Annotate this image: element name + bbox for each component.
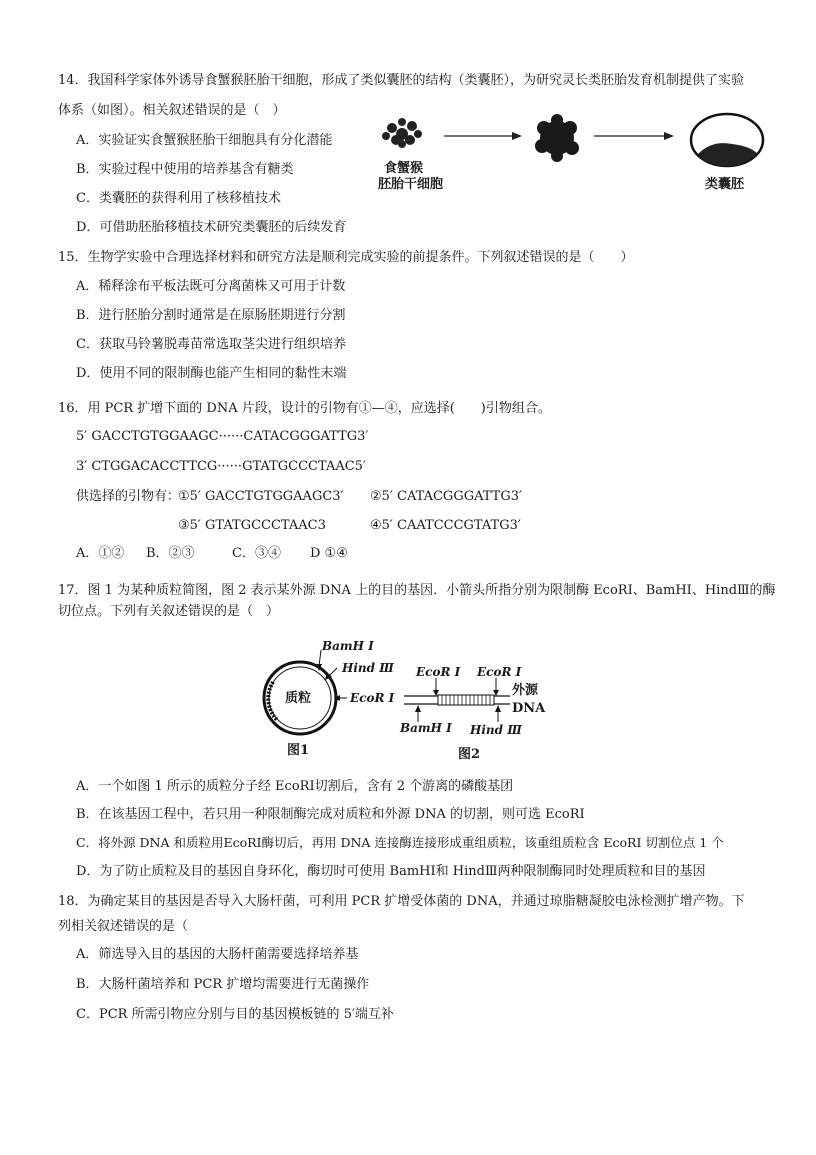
q18-option-b: B．大肠杆菌培养和 PCR 扩增均需要进行无菌操作 (76, 977, 370, 992)
fig1-label-bamhi: BamH Ⅰ (322, 639, 374, 653)
fig2-label-ecori-left: EcoR Ⅰ (416, 665, 461, 679)
q17-stem-line1: 17．图 1 为某种质粒简图，图 2 表示某外源 DNA 上的目的基因．小箭头所指分别为限制酶 EcoRI、BamHI、HindⅢ的酶 (58, 583, 776, 598)
fig2-label-bamhi: BamH Ⅰ (400, 721, 452, 735)
q16-primers-label: 供选择的引物有： (76, 489, 181, 504)
fig2-label-hindiii: Hind Ⅲ (470, 723, 522, 737)
fig2-label-foreign: 外源 (512, 683, 539, 698)
q16-sequence-top: 5′ GACCTGTGGAAGC······CATACGGGATTG3′ (76, 429, 369, 444)
q17-option-c: C．将外源 DNA 和质粒用EcoRI酶切后，再用 DNA 连接酶连接形成重组质粒，该重组质粒含 EcoRI 切割位点 1 个 (76, 835, 724, 850)
fig2-label-ecori-right: EcoR Ⅰ (477, 665, 522, 679)
q17-option-b: B．在该基因工程中，若只用一种限制酶完成对质粒和外源 DNA 的切割，则可选 EcoRI (76, 807, 585, 822)
q14-option-a: A．实验证实食蟹猴胚胎干细胞具有分化潜能 (76, 133, 333, 148)
q16-primer-4: ④5′ CAATCCCGTATG3′ (370, 518, 521, 533)
q18-option-a: A．筛选导入目的基因的大肠杆菌需要选择培养基 (76, 947, 359, 962)
q16-option-d: D ①④ (310, 546, 348, 561)
fig1-label-ecori: EcoR Ⅰ (350, 691, 395, 705)
fig2-label-dna: DNA (512, 701, 546, 716)
q17-stem-line2: 切位点。下列有关叙述错误的是（ ） (58, 604, 280, 619)
q15-stem: 15．生物学实验中合理选择材料和研究方法是顺利完成实验的前提条件。下列叙述错误的是（ ） (58, 250, 634, 265)
q17-option-a: A．一个如图 1 所示的质粒分子经 EcoRI切割后，含有 2 个游离的磷酸基团 (76, 779, 514, 794)
arrow-head-1 (512, 132, 522, 140)
q15-option-a: A．稀释涂布平板法既可分离菌株又可用于计数 (76, 279, 346, 294)
fig1-caption: 图1 (287, 743, 310, 758)
q16-primer-3: ③5′ GTATGCCCTAAC3 (178, 518, 326, 533)
q15-option-d: D．使用不同的限制酶也能产生相同的黏性末端 (76, 366, 347, 381)
q14-stem-line1: 14．我国科学家体外诱导食蟹猴胚胎干细胞，形成了类似囊胚的结构（类囊胚），为研究灵长类胚胎发育机制提供了实验 (58, 73, 745, 88)
q16-stem: 16．用 PCR 扩增下面的 DNA 片段，设计的引物有①—④，应选择( )引物组合。 (58, 401, 551, 416)
q18-option-c: C．PCR 所需引物应分别与目的基因模板链的 5′端互补 (76, 1007, 394, 1022)
q16-sequence-bottom: 3′ CTGGACACCTTCG······GTATGCCCTAAC5′ (76, 459, 366, 474)
q18-stem-line1: 18．为确定某目的基因是否导入大肠杆菌，可利用 PCR 扩增受体菌的 DNA，并通过琼脂糖凝胶电泳检测扩增产物。下 (58, 894, 745, 909)
q14-fig-label-stem-cell-1: 食蟹猴 (384, 161, 424, 176)
q14-stem-line2: 体系（如图）。相关叙述错误的是（ ） (58, 103, 286, 118)
q16-primer-2: ②5′ CATACGGGATTG3′ (370, 489, 522, 504)
fig2-caption: 图2 (458, 747, 481, 762)
morula-icon (535, 114, 579, 162)
q14-option-d: D．可借助胚胎移植技术研究类囊胚的后续发育 (76, 220, 347, 235)
q14-option-b: B．实验过程中使用的培养基含有糖类 (76, 162, 294, 177)
fig1-center-label: 质粒 (285, 691, 312, 706)
blastoid-icon (691, 114, 763, 166)
fig1-label-hindiii: Hind Ⅲ (342, 661, 394, 675)
q16-option-a: A．①② (76, 546, 125, 561)
q14-fig-label-blastoid: 类囊胚 (705, 177, 745, 192)
q17-option-d: D．为了防止质粒及目的基因自身环化，酶切时可使用 BamHI和 HindⅢ两种限制酶同时处理质粒和目的基因 (76, 864, 706, 879)
q14-option-c: C．类囊胚的获得利用了核移植技术 (76, 191, 281, 206)
stem-cell-cluster-icon (382, 118, 422, 148)
q15-option-b: B．进行胚胎分割时通常是在原肠胚期进行分割 (76, 308, 346, 323)
bamhi-arrow-bottom-icon (415, 705, 421, 712)
q16-option-c: C．③④ (232, 546, 281, 561)
hindiii-arrow-bottom-icon (495, 705, 501, 712)
q18-stem-line2: 列相关叙述错误的是（ (58, 919, 189, 934)
q16-option-b: B．②③ (146, 546, 195, 561)
q15-option-c: C．获取马铃薯脱毒苗常选取茎尖进行组织培养 (76, 337, 346, 352)
q17-fig2-dna (398, 676, 518, 726)
q14-fig-label-stem-cell-2: 胚胎干细胞 (378, 177, 444, 192)
arrow-head-2 (664, 132, 674, 140)
q16-primer-1: ①5′ GACCTGTGGAAGC3′ (178, 489, 344, 504)
